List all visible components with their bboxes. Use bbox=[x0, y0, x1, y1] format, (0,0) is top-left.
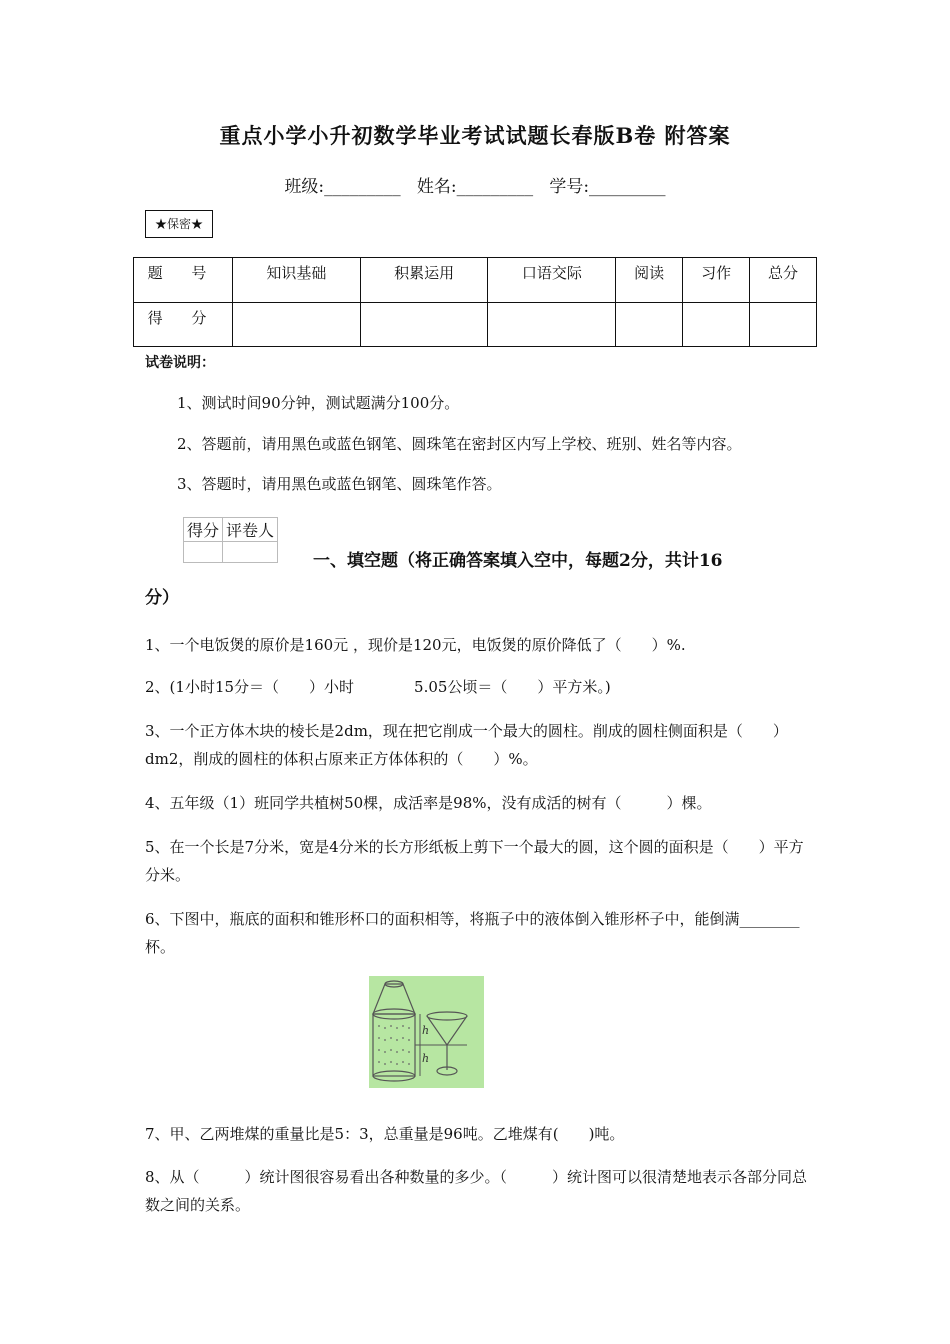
confidential-badge: ★保密★ bbox=[145, 210, 213, 238]
h-label-top: h bbox=[422, 1024, 430, 1037]
score-table bbox=[133, 257, 817, 347]
question-8: 8、从（ ）统计图很容易看出各种数量的多少。（ ）统计图可以很清楚地表示各部分同总数之间的关系。 bbox=[145, 1168, 808, 1214]
score-cell[interactable] bbox=[360, 302, 488, 347]
instruction-item: 2、答题前，请用黑色或蓝色钢笔、圆珠笔在密封区内写上学校、班别、姓名等内容。 bbox=[177, 435, 742, 453]
grader-name-label: 评卷人 bbox=[223, 518, 278, 542]
question-6: 6、下图中，瓶底的面积和锥形杯口的面积相等，将瓶子中的液体倒入锥形杯子中，能倒满________杯。 bbox=[145, 910, 800, 956]
score-cell[interactable] bbox=[488, 302, 616, 347]
column-header: 口语交际 bbox=[488, 258, 616, 303]
column-header: 阅读 bbox=[616, 258, 683, 303]
question-4: 4、五年级（1）班同学共植树50棵，成活率是98%，没有成活的树有（ ）棵。 bbox=[145, 794, 712, 812]
column-header: 习作 bbox=[683, 258, 750, 303]
instruction-item: 3、答题时，请用黑色或蓝色钢笔、圆珠笔作答。 bbox=[177, 475, 502, 493]
row-label-question-number: 题 号 bbox=[134, 258, 233, 303]
row-label-score: 得 分 bbox=[134, 302, 233, 347]
score-cell[interactable] bbox=[616, 302, 683, 347]
h-label-bottom: h bbox=[422, 1052, 430, 1065]
score-table-header-row bbox=[134, 258, 817, 303]
bottle-and-cone-cup-figure bbox=[369, 976, 484, 1088]
question-2: 2、(1小时15分＝（ ）小时 5.05公顷＝（ ）平方米。) bbox=[145, 678, 611, 696]
instruction-item: 1、测试时间90分钟，测试题满分100分。 bbox=[177, 394, 460, 412]
instructions-title: 试卷说明： bbox=[145, 355, 215, 371]
bottle-cone-illustration bbox=[369, 976, 484, 1088]
question-5: 5、在一个长是7分米，宽是4分米的长方形纸板上剪下一个最大的圆，这个圆的面积是（ ）平方分米。 bbox=[145, 838, 804, 884]
score-cell[interactable] bbox=[233, 302, 361, 347]
section-heading: 一、填空题（将正确答案填入空中，每题2分，共计16 bbox=[313, 551, 723, 571]
column-header: 积累运用 bbox=[360, 258, 488, 303]
section-heading-continued: 分） bbox=[145, 588, 179, 608]
student-info-line: 班级:_________ 姓名:_________ 学号:_________ bbox=[284, 177, 666, 197]
grader-score-cell[interactable] bbox=[184, 542, 223, 563]
question-1: 1、一个电饭煲的原价是160元 ，现价是120元，电饭煲的原价降低了（ ）%. bbox=[145, 636, 686, 654]
score-cell[interactable] bbox=[750, 302, 817, 347]
grader-box bbox=[183, 517, 278, 563]
column-header: 知识基础 bbox=[233, 258, 361, 303]
question-3: 3、一个正方体木块的棱长是2dm，现在把它削成一个最大的圆柱。削成的圆柱侧面积是（ ）dm2，削成的圆柱的体积占原来正方体体积的（ ）%。 bbox=[145, 722, 788, 768]
grader-score-label: 得分 bbox=[184, 518, 223, 542]
column-header: 总分 bbox=[750, 258, 817, 303]
grader-name-cell[interactable] bbox=[223, 542, 278, 563]
score-table-score-row bbox=[134, 302, 817, 347]
page-title: 重点小学小升初数学毕业考试试题长春版B卷 附答案 bbox=[219, 123, 731, 148]
question-7: 7、甲、乙两堆煤的重量比是5：3，总重量是96吨。乙堆煤有( )吨。 bbox=[145, 1125, 625, 1143]
score-cell[interactable] bbox=[683, 302, 750, 347]
